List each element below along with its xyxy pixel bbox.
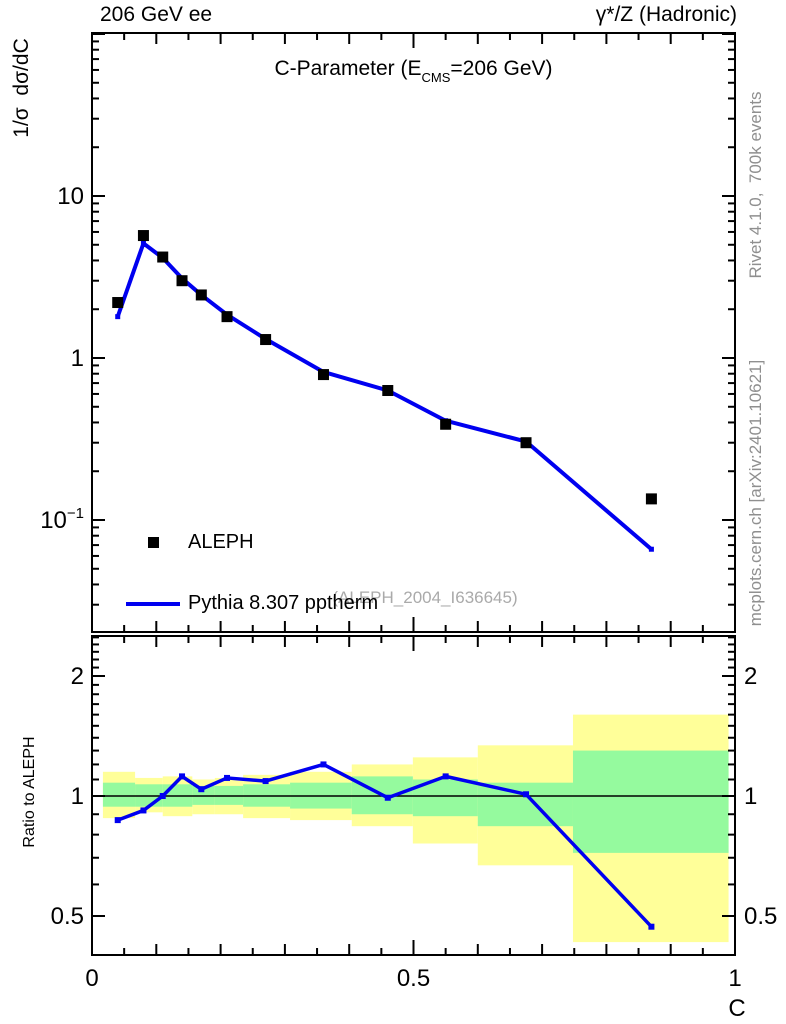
- plot-title-suffix: =206 GeV): [450, 57, 553, 80]
- ratio-line-vertex: [523, 791, 529, 797]
- mcplots-reference-note: mcplots.cern.ch [arXiv:2401.10621]: [746, 359, 765, 627]
- ratio-y-tick-label-right: 2: [744, 663, 758, 691]
- aleph-data-point: [260, 334, 271, 345]
- aleph-data-point: [157, 252, 168, 263]
- ratio-y-axis-label: Ratio to ALEPH: [21, 736, 38, 848]
- ratio-line-vertex: [648, 924, 654, 930]
- ratio-line-vertex: [198, 786, 204, 792]
- plot-title-subscript: CMS: [421, 70, 451, 85]
- aleph-data-point: [177, 275, 188, 286]
- band-inner-rect: [103, 783, 135, 807]
- x-tick-label: 0.5: [396, 965, 431, 992]
- legend-item-pythia: [122, 591, 378, 616]
- pythia-line-vertex: [141, 241, 146, 246]
- aleph-data-point: [382, 385, 393, 396]
- header-process: γ*/Z (Hadronic): [595, 3, 737, 26]
- aleph-data-point: [318, 369, 329, 380]
- aleph-data-point: [112, 297, 123, 308]
- ratio-line-vertex: [224, 775, 230, 781]
- band-inner-rect: [478, 783, 573, 827]
- ratio-line-vertex: [115, 817, 121, 823]
- ratio-line-vertex: [140, 807, 146, 813]
- analysis-id-watermark: (ALEPH_2004_I636645): [332, 588, 518, 607]
- header-beam-energy: 206 GeV ee: [100, 3, 213, 26]
- main-y-tick-label: $10^{-1}$: [40, 505, 84, 534]
- legend-label-aleph: ALEPH: [188, 531, 254, 553]
- ratio-line-vertex: [160, 793, 166, 799]
- ratio-line-vertex: [179, 773, 185, 779]
- ratio-y-tick-label-right: 0.5: [744, 902, 778, 930]
- ratio-y-tick-label-right: 1: [744, 783, 758, 810]
- pythia-line-vertex: [115, 314, 120, 319]
- aleph-data-point: [222, 311, 233, 322]
- x-axis-title: C: [728, 995, 746, 1022]
- x-tick-label: 1: [728, 965, 742, 992]
- black-square-marker-icon: [148, 537, 159, 548]
- ratio-line-vertex: [263, 778, 269, 784]
- ratio-y-tick-label-left: 1: [70, 783, 84, 810]
- main-y-tick-label: 1: [70, 345, 84, 372]
- rivet-version-note: Rivet 4.1.0, 700k events: [746, 91, 765, 279]
- blue-line-marker-icon: [126, 602, 180, 606]
- ratio-line-vertex: [443, 773, 449, 779]
- band-inner-rect: [573, 751, 729, 853]
- legend: [122, 494, 378, 652]
- legend-item-aleph: [122, 530, 378, 555]
- aleph-data-point: [440, 419, 451, 430]
- aleph-data-point: [196, 289, 207, 300]
- plot-title-prefix: C-Parameter (E: [274, 57, 422, 80]
- main-y-tick-label: 10: [57, 183, 84, 210]
- aleph-data-point: [521, 437, 532, 448]
- aleph-data-point: [138, 230, 149, 241]
- ratio-line-vertex: [385, 795, 391, 801]
- ratio-y-tick-label-left: 2: [70, 663, 84, 691]
- ratio-y-tick-label-left: 0.5: [50, 902, 84, 930]
- aleph-data-point: [646, 493, 657, 504]
- pythia-line-vertex: [649, 547, 654, 552]
- plot-title: [92, 57, 735, 85]
- main-y-axis-label: 1/σ dσ/dC: [10, 38, 33, 138]
- legend-label-pythia: Pythia 8.307 pptherm: [188, 592, 379, 614]
- x-tick-label: 0: [85, 965, 99, 992]
- ratio-line-vertex: [320, 761, 326, 767]
